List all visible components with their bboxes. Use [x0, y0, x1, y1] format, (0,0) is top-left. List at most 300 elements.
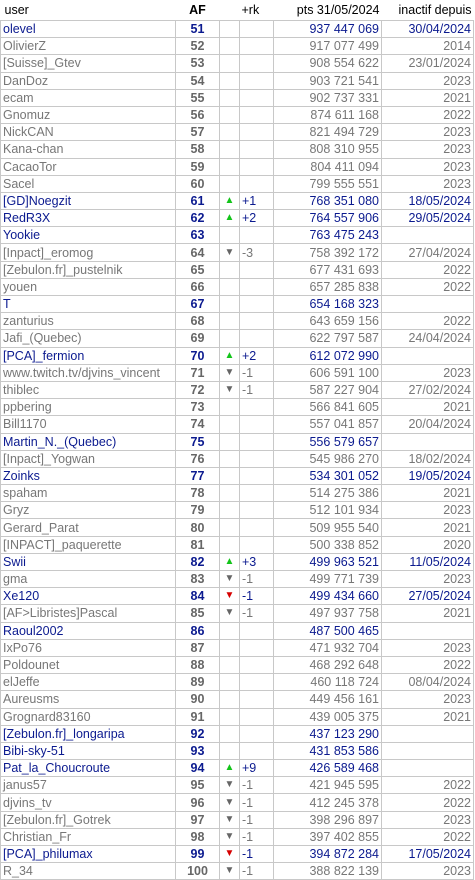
- table-row: [1, 175, 474, 192]
- user-name-cell: CacaoTor: [1, 158, 176, 175]
- inactive-since-cell: 17/05/2024: [382, 846, 474, 863]
- inactive-since-cell: 2020: [382, 536, 474, 553]
- rank-change-arrow-cell: [220, 571, 240, 588]
- points-cell: 388 822 139: [274, 863, 382, 880]
- rank-change-cell: [240, 38, 274, 55]
- rank-up-icon: ▲: [224, 555, 235, 567]
- rank-change-arrow-cell: [220, 622, 240, 639]
- rank-change-arrow-cell: [220, 605, 240, 622]
- af-rank-cell: 79: [176, 502, 220, 519]
- table-row: [1, 106, 474, 123]
- inactive-since-cell: [382, 433, 474, 450]
- table-row: [1, 794, 474, 811]
- rank-change-cell: [240, 278, 274, 295]
- af-rank-cell: 55: [176, 89, 220, 106]
- af-rank-cell: 78: [176, 485, 220, 502]
- table-row: [1, 347, 474, 364]
- rank-change-arrow-cell: [220, 124, 240, 141]
- points-cell: 622 797 587: [274, 330, 382, 347]
- inactive-since-cell: 2023: [382, 364, 474, 381]
- inactive-since-cell: [382, 725, 474, 742]
- table-row: [1, 330, 474, 347]
- table-row: [1, 296, 474, 313]
- points-cell: 421 945 595: [274, 777, 382, 794]
- points-cell: 431 853 586: [274, 742, 382, 759]
- table-row: [1, 691, 474, 708]
- af-rank-cell: 98: [176, 828, 220, 845]
- points-cell: 821 494 729: [274, 124, 382, 141]
- af-rank-cell: 67: [176, 296, 220, 313]
- user-name-cell: Bill1170: [1, 416, 176, 433]
- header-row: [1, 0, 474, 21]
- rank-change-cell: [240, 296, 274, 313]
- points-cell: 487 500 465: [274, 622, 382, 639]
- user-name-cell: DanDoz: [1, 72, 176, 89]
- user-name-cell: ppbering: [1, 399, 176, 416]
- table-row: [1, 536, 474, 553]
- af-rank-cell: 92: [176, 725, 220, 742]
- user-name-cell: [Suisse]_Gtev: [1, 55, 176, 72]
- af-rank-cell: 99: [176, 846, 220, 863]
- user-name-cell: zanturius: [1, 313, 176, 330]
- user-name-cell: ecam: [1, 89, 176, 106]
- rank-change-cell: [240, 674, 274, 691]
- rank-change-column-header: +rk: [241, 3, 260, 17]
- af-rank-cell: 68: [176, 313, 220, 330]
- af-rank-cell: 86: [176, 622, 220, 639]
- rank-change-cell: [240, 691, 274, 708]
- user-name-cell: janus57: [1, 777, 176, 794]
- af-rank-cell: 74: [176, 416, 220, 433]
- inactive-since-cell: 2023: [382, 863, 474, 880]
- rank-change-arrow-cell: [220, 244, 240, 261]
- af-rank-cell: 95: [176, 777, 220, 794]
- rank-change-arrow-cell: [220, 313, 240, 330]
- rank-change-arrow-cell: [220, 347, 240, 364]
- rank-change-arrow-cell: [220, 450, 240, 467]
- rank-change-arrow-cell: [220, 227, 240, 244]
- points-cell: 657 285 838: [274, 278, 382, 295]
- af-rank-cell: 75: [176, 433, 220, 450]
- inactive-since-cell: [382, 622, 474, 639]
- table-row: [1, 863, 474, 880]
- rank-change-cell: [240, 519, 274, 536]
- points-cell: 566 841 605: [274, 399, 382, 416]
- inactive-since-cell: 11/05/2024: [382, 553, 474, 570]
- user-column-header: user: [4, 3, 29, 17]
- af-rank-cell: 66: [176, 278, 220, 295]
- rank-change-arrow-cell: [220, 708, 240, 725]
- inactive-since-cell: 2022: [382, 106, 474, 123]
- inactive-since-cell: 27/02/2024: [382, 381, 474, 398]
- rank-change-cell: [240, 313, 274, 330]
- rank-change-cell: [240, 656, 274, 673]
- table-row: [1, 588, 474, 605]
- points-cell: 908 554 622: [274, 55, 382, 72]
- rank-change-cell: +3: [240, 553, 274, 570]
- points-cell: 437 123 290: [274, 725, 382, 742]
- af-rank-cell: 65: [176, 261, 220, 278]
- table-row: [1, 846, 474, 863]
- user-name-cell: Bibi-sky-51: [1, 742, 176, 759]
- points-cell: 512 101 934: [274, 502, 382, 519]
- rank-change-cell: [240, 433, 274, 450]
- af-rank-cell: 89: [176, 674, 220, 691]
- table-row: [1, 141, 474, 158]
- af-rank-cell: 72: [176, 381, 220, 398]
- table-row: [1, 571, 474, 588]
- table-row: [1, 450, 474, 467]
- table-row: [1, 416, 474, 433]
- points-cell: 460 118 724: [274, 674, 382, 691]
- user-name-cell: [INPACT]_paquerette: [1, 536, 176, 553]
- rank-change-arrow-cell: [220, 158, 240, 175]
- table-row: [1, 124, 474, 141]
- af-rank-cell: 94: [176, 760, 220, 777]
- inactive-since-cell: 2022: [382, 828, 474, 845]
- points-cell: 394 872 284: [274, 846, 382, 863]
- rank-down-icon: ▼: [224, 366, 235, 378]
- rank-change-cell: +2: [240, 347, 274, 364]
- points-cell: 499 963 521: [274, 553, 382, 570]
- user-name-cell: [PCA]_philumax: [1, 846, 176, 863]
- user-name-cell: Kana-chan: [1, 141, 176, 158]
- inactive-since-cell: 2023: [382, 639, 474, 656]
- table-row: [1, 553, 474, 570]
- rank-change-cell: -1: [240, 846, 274, 863]
- rank-up-icon: ▲: [224, 349, 235, 361]
- af-rank-cell: 97: [176, 811, 220, 828]
- points-cell: 468 292 648: [274, 656, 382, 673]
- points-column-header: pts 31/05/2024: [296, 3, 380, 17]
- af-rank-cell: 82: [176, 553, 220, 570]
- inactive-since-cell: [382, 227, 474, 244]
- inactive-since-cell: 24/04/2024: [382, 330, 474, 347]
- rank-change-cell: -1: [240, 828, 274, 845]
- user-name-cell: Zoinks: [1, 467, 176, 484]
- rank-change-cell: -1: [240, 588, 274, 605]
- table-row: [1, 21, 474, 38]
- af-rank-cell: 73: [176, 399, 220, 416]
- inactive-since-cell: 2021: [382, 708, 474, 725]
- af-rank-cell: 69: [176, 330, 220, 347]
- af-rank-cell: 57: [176, 124, 220, 141]
- af-rank-cell: 60: [176, 175, 220, 192]
- rank-change-arrow-cell: [220, 89, 240, 106]
- points-cell: 497 937 758: [274, 605, 382, 622]
- user-name-cell: Pat_la_Choucroute: [1, 760, 176, 777]
- inactive-since-cell: 2022: [382, 777, 474, 794]
- rank-change-arrow-cell: [220, 553, 240, 570]
- table-row: [1, 742, 474, 759]
- inactive-since-cell: [382, 760, 474, 777]
- rank-change-arrow-cell: [220, 742, 240, 759]
- user-name-cell: Gnomuz: [1, 106, 176, 123]
- inactive-since-cell: 2022: [382, 278, 474, 295]
- rank-down-red-icon: ▼: [224, 848, 235, 860]
- table-row: [1, 485, 474, 502]
- points-cell: 903 721 541: [274, 72, 382, 89]
- rank-change-arrow-cell: [220, 846, 240, 863]
- inactive-since-cell: 2023: [382, 158, 474, 175]
- inactive-since-cell: 18/02/2024: [382, 450, 474, 467]
- points-cell: 412 245 378: [274, 794, 382, 811]
- points-cell: 643 659 156: [274, 313, 382, 330]
- af-rank-cell: 81: [176, 536, 220, 553]
- rank-change-arrow-cell: [220, 416, 240, 433]
- user-name-cell: spaham: [1, 485, 176, 502]
- rank-change-cell: [240, 536, 274, 553]
- inactive-since-cell: 2023: [382, 811, 474, 828]
- table-row: [1, 708, 474, 725]
- inactive-since-cell: 2022: [382, 313, 474, 330]
- user-name-cell: Aureusms: [1, 691, 176, 708]
- rank-change-arrow-cell: [220, 828, 240, 845]
- user-name-cell: RedR3X: [1, 210, 176, 227]
- af-rank-cell: 71: [176, 364, 220, 381]
- user-name-cell: [Zebulon.fr]_pustelnik: [1, 261, 176, 278]
- rank-change-cell: -1: [240, 571, 274, 588]
- points-cell: 874 611 168: [274, 106, 382, 123]
- rank-change-cell: -1: [240, 605, 274, 622]
- rank-change-cell: [240, 261, 274, 278]
- inactive-since-cell: 08/04/2024: [382, 674, 474, 691]
- af-rank-cell: 58: [176, 141, 220, 158]
- table-row: [1, 502, 474, 519]
- rank-change-arrow-cell: [220, 55, 240, 72]
- af-rank-cell: 100: [176, 863, 220, 880]
- rank-change-arrow-cell: [220, 141, 240, 158]
- inactive-since-cell: 2023: [382, 175, 474, 192]
- rank-up-icon: ▲: [224, 762, 235, 774]
- inactive-since-cell: 30/04/2024: [382, 21, 474, 38]
- table-row: [1, 760, 474, 777]
- rank-change-arrow-cell: [220, 38, 240, 55]
- rank-down-icon: ▼: [224, 779, 235, 791]
- af-rank-cell: 54: [176, 72, 220, 89]
- table-row: [1, 519, 474, 536]
- table-row: [1, 399, 474, 416]
- points-cell: 763 475 243: [274, 227, 382, 244]
- rank-change-cell: -1: [240, 777, 274, 794]
- user-name-cell: www.twitch.tv/djvins_vincent: [1, 364, 176, 381]
- rank-change-arrow-cell: [220, 485, 240, 502]
- af-rank-cell: 85: [176, 605, 220, 622]
- rank-change-cell: [240, 141, 274, 158]
- points-cell: 764 557 906: [274, 210, 382, 227]
- table-row: [1, 158, 474, 175]
- inactive-since-cell: 2021: [382, 605, 474, 622]
- af-rank-cell: 70: [176, 347, 220, 364]
- rank-change-cell: [240, 106, 274, 123]
- table-row: [1, 244, 474, 261]
- inactive-since-cell: 27/04/2024: [382, 244, 474, 261]
- user-name-cell: djvins_tv: [1, 794, 176, 811]
- rank-change-arrow-cell: [220, 674, 240, 691]
- rank-change-arrow-cell: [220, 519, 240, 536]
- user-name-cell: gma: [1, 571, 176, 588]
- af-rank-cell: 83: [176, 571, 220, 588]
- af-rank-cell: 96: [176, 794, 220, 811]
- inactive-since-cell: 2023: [382, 691, 474, 708]
- af-rank-cell: 53: [176, 55, 220, 72]
- rank-change-arrow-cell: [220, 691, 240, 708]
- user-name-cell: IxPo76: [1, 639, 176, 656]
- table-row: [1, 192, 474, 209]
- user-name-cell: NickCAN: [1, 124, 176, 141]
- rank-change-cell: [240, 639, 274, 656]
- user-name-cell: [GD]Noegzit: [1, 192, 176, 209]
- user-name-cell: [Zebulon.fr]_longaripa: [1, 725, 176, 742]
- af-rank-cell: 76: [176, 450, 220, 467]
- table-row: [1, 55, 474, 72]
- af-rank-cell: 90: [176, 691, 220, 708]
- rank-change-cell: +9: [240, 760, 274, 777]
- points-cell: 804 411 094: [274, 158, 382, 175]
- user-name-cell: Yookie: [1, 227, 176, 244]
- rank-down-icon: ▼: [224, 865, 235, 877]
- inactive-since-cell: 2021: [382, 519, 474, 536]
- points-cell: 499 434 660: [274, 588, 382, 605]
- rank-change-cell: [240, 450, 274, 467]
- rank-down-icon: ▼: [224, 573, 235, 585]
- rank-change-arrow-cell: [220, 210, 240, 227]
- af-rank-cell: 84: [176, 588, 220, 605]
- rank-change-cell: [240, 175, 274, 192]
- rank-change-cell: [240, 89, 274, 106]
- table-row: [1, 433, 474, 450]
- inactive-since-cell: 2014: [382, 38, 474, 55]
- af-rank-cell: 62: [176, 210, 220, 227]
- user-name-cell: Xe120: [1, 588, 176, 605]
- rank-change-cell: -1: [240, 364, 274, 381]
- rank-change-arrow-cell: [220, 399, 240, 416]
- rank-change-arrow-cell: [220, 192, 240, 209]
- table-row: [1, 674, 474, 691]
- points-cell: 426 589 468: [274, 760, 382, 777]
- inactive-since-cell: 2021: [382, 485, 474, 502]
- rank-change-cell: +2: [240, 210, 274, 227]
- points-cell: 514 275 386: [274, 485, 382, 502]
- inactive-since-cell: 2022: [382, 656, 474, 673]
- user-name-cell: Martin_N._(Quebec): [1, 433, 176, 450]
- rank-change-arrow-cell: [220, 21, 240, 38]
- rank-change-cell: [240, 330, 274, 347]
- af-column-header: AF: [189, 3, 206, 17]
- af-rank-cell: 64: [176, 244, 220, 261]
- inactive-since-cell: 18/05/2024: [382, 192, 474, 209]
- rank-change-cell: [240, 21, 274, 38]
- inactive-since-cell: 2023: [382, 72, 474, 89]
- rank-change-cell: -1: [240, 811, 274, 828]
- rank-change-arrow-cell: [220, 588, 240, 605]
- table-row: [1, 72, 474, 89]
- table-row: [1, 811, 474, 828]
- points-cell: 612 072 990: [274, 347, 382, 364]
- inactive-since-cell: 2023: [382, 141, 474, 158]
- af-rank-cell: 93: [176, 742, 220, 759]
- inactive-since-column-header: inactif depuis: [398, 3, 472, 17]
- user-name-cell: [Inpact]_Yogwan: [1, 450, 176, 467]
- inactive-since-cell: 2021: [382, 89, 474, 106]
- points-cell: 471 932 704: [274, 639, 382, 656]
- user-name-cell: thiblec: [1, 381, 176, 398]
- rank-change-arrow-cell: [220, 502, 240, 519]
- table-row: [1, 605, 474, 622]
- user-name-cell: youen: [1, 278, 176, 295]
- rank-change-cell: [240, 124, 274, 141]
- table-row: [1, 313, 474, 330]
- inactive-since-cell: [382, 742, 474, 759]
- rank-change-arrow-cell: [220, 467, 240, 484]
- af-rank-cell: 56: [176, 106, 220, 123]
- rank-change-arrow-cell: [220, 261, 240, 278]
- rank-down-icon: ▼: [224, 813, 235, 825]
- af-rank-cell: 80: [176, 519, 220, 536]
- rank-change-cell: [240, 502, 274, 519]
- points-cell: 545 986 270: [274, 450, 382, 467]
- inactive-since-cell: [382, 347, 474, 364]
- rank-down-red-icon: ▼: [224, 590, 235, 602]
- rank-change-arrow-cell: [220, 811, 240, 828]
- rank-change-arrow-cell: [220, 364, 240, 381]
- af-rank-cell: 88: [176, 656, 220, 673]
- rank-change-arrow-cell: [220, 794, 240, 811]
- inactive-since-cell: [382, 296, 474, 313]
- user-name-cell: Sacel: [1, 175, 176, 192]
- rank-down-icon: ▼: [224, 607, 235, 619]
- rank-change-arrow-cell: [220, 725, 240, 742]
- rank-change-cell: [240, 725, 274, 742]
- rank-down-icon: ▼: [224, 796, 235, 808]
- rank-change-cell: -3: [240, 244, 274, 261]
- rank-up-icon: ▲: [224, 212, 235, 224]
- user-name-cell: Gerard_Parat: [1, 519, 176, 536]
- rank-change-arrow-cell: [220, 106, 240, 123]
- points-cell: 439 005 375: [274, 708, 382, 725]
- rank-change-arrow-cell: [220, 330, 240, 347]
- inactive-since-cell: 2023: [382, 502, 474, 519]
- rank-change-cell: [240, 55, 274, 72]
- points-cell: 499 771 739: [274, 571, 382, 588]
- rank-down-icon: ▼: [224, 246, 235, 258]
- table-row: [1, 656, 474, 673]
- points-cell: 799 555 551: [274, 175, 382, 192]
- inactive-since-cell: 27/05/2024: [382, 588, 474, 605]
- rank-change-cell: [240, 708, 274, 725]
- points-cell: 768 351 080: [274, 192, 382, 209]
- user-name-cell: R_34: [1, 863, 176, 880]
- rank-change-arrow-cell: [220, 175, 240, 192]
- points-cell: 500 338 852: [274, 536, 382, 553]
- user-name-cell: Jafi_(Quebec): [1, 330, 176, 347]
- rank-change-arrow-cell: [220, 777, 240, 794]
- points-cell: 808 310 955: [274, 141, 382, 158]
- points-cell: 534 301 052: [274, 467, 382, 484]
- inactive-since-cell: 2023: [382, 124, 474, 141]
- inactive-since-cell: 2023: [382, 571, 474, 588]
- rank-change-cell: -1: [240, 794, 274, 811]
- af-rank-cell: 87: [176, 639, 220, 656]
- rank-change-arrow-cell: [220, 381, 240, 398]
- user-name-cell: Christian_Fr: [1, 828, 176, 845]
- user-name-cell: [Zebulon.fr]_Gotrek: [1, 811, 176, 828]
- points-cell: 587 227 904: [274, 381, 382, 398]
- user-name-cell: OlivierZ: [1, 38, 176, 55]
- points-cell: 902 737 331: [274, 89, 382, 106]
- user-name-cell: T: [1, 296, 176, 313]
- points-cell: 917 077 499: [274, 38, 382, 55]
